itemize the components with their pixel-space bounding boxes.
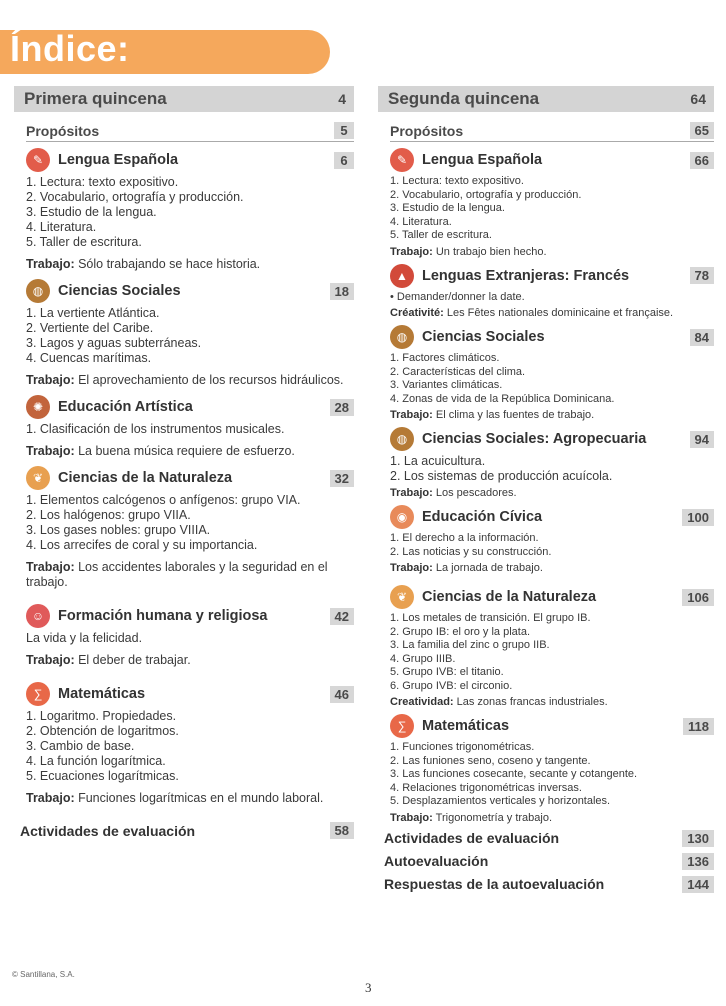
topic-list [390, 291, 714, 305]
section-header-primera [14, 86, 354, 112]
subject-formacion[interactable] [26, 604, 354, 628]
list-item: 2. Los sistemas de producción acuícola. [390, 469, 613, 483]
trabajo-label: Trabajo: [26, 444, 75, 458]
entry-label: Propósitos [390, 122, 464, 139]
trabajo-line [26, 653, 354, 668]
list-item: 1. La vertiente Atlántica. [26, 306, 160, 320]
trabajo-label: Creatividad: [390, 696, 454, 708]
list-item: 2. Grupo IB: el oro y la plata. [390, 625, 531, 638]
math-icon: ∑ [390, 714, 414, 738]
page-number: 136 [682, 853, 714, 870]
list-item: 4. Literatura. [26, 220, 97, 234]
book-icon: ✎ [390, 148, 414, 172]
list-item: 1. Los metales de transición. El grupo IB. [390, 612, 591, 624]
list-item: 6. Grupo IVB: el circonio. [390, 679, 513, 692]
person-icon: ☺ [26, 604, 50, 628]
topic-list [390, 741, 714, 809]
trabajo-label: Trabajo: [390, 562, 433, 574]
topic-list [390, 352, 714, 406]
trabajo-text: El clima y las fuentes de trabajo. [432, 409, 595, 421]
globe-icon: ◍ [390, 427, 414, 451]
subject-name: Lenguas Extranjeras: Francés [422, 267, 630, 284]
list-item: 2. Características del clima. [390, 365, 526, 378]
page-number: 28 [330, 399, 354, 416]
page-number: 106 [682, 589, 714, 606]
trabajo-line [390, 307, 714, 320]
subject-frances[interactable] [390, 264, 714, 288]
topic-list [390, 532, 714, 559]
toc-entry-autoevaluacion[interactable] [384, 853, 714, 870]
page-number: 144 [682, 876, 714, 893]
page-number: 84 [690, 329, 714, 346]
list-item: 5. Ecuaciones logarítmicas. [26, 769, 179, 783]
list-item: 1. Funciones trigonométricas. [390, 741, 535, 753]
trabajo-line [390, 246, 714, 259]
page-number: 94 [690, 431, 714, 448]
subject-name: Ciencias de la Naturaleza [422, 589, 597, 605]
globe-icon: ◍ [26, 279, 50, 303]
list-item: 1. Lectura: texto expositivo. [390, 175, 524, 187]
subject-civica[interactable] [390, 505, 714, 529]
topic-list [26, 493, 354, 553]
list-item: 2. Las funiones seno, coseno y tangente. [390, 754, 591, 767]
topic-list [26, 709, 354, 784]
entry-label: Propósitos [26, 122, 100, 139]
subject-naturaleza[interactable] [26, 466, 354, 490]
subject-matematicas[interactable] [26, 682, 354, 706]
entry-label: Actividades de evaluación [20, 822, 196, 839]
subject-name: Ciencias Sociales [58, 283, 181, 299]
page-number: 32 [330, 470, 354, 487]
list-item: 4. Grupo IIIB. [390, 652, 456, 665]
trabajo-line [26, 560, 354, 590]
page-title: Índice: [10, 28, 130, 69]
trabajo-text: Les Fêtes nationales dominicaine et française. [443, 307, 674, 319]
trabajo-line [390, 409, 714, 422]
toc-entry-actividades[interactable] [384, 830, 714, 847]
list-item: 5. Taller de escritura. [390, 229, 492, 241]
trabajo-line [390, 812, 714, 825]
page-number: 18 [330, 283, 354, 300]
trabajo-text: El deber de trabajar. [74, 653, 191, 667]
subject-name: Lengua Española [422, 152, 543, 168]
section-title: Primera quincena [24, 89, 167, 108]
page-number: 66 [690, 152, 714, 169]
list-item: 3. Estudio de la lengua. [390, 202, 505, 214]
book-icon: ✎ [26, 148, 50, 172]
page-number: 58 [330, 822, 354, 839]
list-item: 2. Vertiente del Caribe. [26, 321, 154, 335]
trabajo-label: Trabajo: [390, 811, 433, 824]
subject-name: Ciencias Sociales [422, 329, 545, 345]
subject-lengua[interactable] [26, 148, 354, 172]
trabajo-label: Trabajo: [390, 487, 433, 499]
trabajo-text: Los pescadores. [432, 487, 517, 499]
trabajo-text: Un trabajo bien hecho. [432, 245, 547, 258]
list-item: 1. Elementos calcógenos o anfígenos: grupo VIA. [26, 493, 301, 507]
subject-sociales[interactable] [26, 279, 354, 303]
trabajo-line [390, 562, 714, 575]
list-item: 5. Grupo IVB: el titanio. [390, 666, 504, 678]
list-item: • Demander/donner la date. [390, 290, 525, 303]
page-number: 130 [682, 830, 714, 847]
list-item: 2. Vocabulario, ortografía y producción. [390, 188, 582, 201]
speech-bubble-icon: ◉ [390, 505, 414, 529]
toc-entry-propositos[interactable] [390, 122, 714, 142]
list-item: 3. Estudio de la lengua. [26, 205, 157, 219]
trabajo-line [390, 487, 714, 500]
page-number: 5 [334, 122, 354, 139]
trabajo-label: Trabajo: [390, 245, 433, 258]
trabajo-label: Trabajo: [26, 560, 75, 574]
globe-icon: ◍ [390, 325, 414, 349]
toc-entry-respuestas[interactable] [384, 876, 714, 893]
subject-name: Matemáticas [58, 686, 146, 702]
subject-name: Ciencias Sociales: Agropecuaria [422, 431, 647, 447]
list-item: 4. Relaciones trigonométricas inversas. [390, 781, 582, 794]
leaf-icon: ❦ [390, 585, 414, 609]
topic-list [26, 306, 354, 366]
list-item: 1. El derecho a la información. [390, 532, 539, 544]
subject-name: Formación humana y religiosa [58, 608, 268, 624]
page-number: 42 [330, 608, 354, 625]
list-item: 3. Variantes climáticas. [390, 379, 503, 391]
entry-label: Autoevaluación [384, 853, 489, 869]
left-column [14, 86, 354, 839]
subject-naturaleza[interactable] [390, 585, 714, 609]
subject-name: Educación Cívica [422, 509, 543, 525]
subject-artistica[interactable] [26, 395, 354, 419]
list-item: 1. Clasificación de los instrumentos musicales. [26, 422, 285, 436]
trabajo-line [26, 257, 354, 272]
trabajo-text: Trigonometría y trabajo. [432, 811, 553, 824]
toc-entry-actividades[interactable] [20, 822, 354, 839]
trabajo-text: Las zonas francas industriales. [453, 696, 608, 708]
section-title: Segunda quincena [388, 89, 540, 108]
entry-label: Actividades de evaluación [384, 830, 560, 846]
topic-list [26, 175, 354, 250]
list-item: 2. Obtención de logaritmos. [26, 724, 179, 738]
copyright-notice: © Santillana, S.A. [12, 970, 75, 979]
list-item: 3. Las funciones cosecante, secante y cotangente. [390, 768, 638, 780]
subject-name: Ciencias de la Naturaleza [58, 470, 233, 486]
page-number: 65 [690, 122, 714, 139]
page-number: 100 [682, 509, 714, 526]
topic-list [26, 422, 354, 437]
trabajo-line [26, 444, 354, 459]
eiffel-tower-icon: ▲ [390, 264, 414, 288]
topic-list [390, 612, 714, 693]
right-column [378, 86, 714, 893]
subject-name: Matemáticas [422, 718, 510, 734]
topic-list [390, 454, 714, 484]
subject-agropecuaria[interactable] [390, 427, 714, 451]
subject-sociales[interactable] [390, 325, 714, 349]
list-item: 4. La función logarítmica. [26, 754, 166, 768]
entry-label: Respuestas de la autoevaluación [384, 876, 605, 892]
trabajo-label: Trabajo: [26, 373, 75, 387]
trabajo-text: Los accidentes laborales y la seguridad en el trabajo. [26, 560, 328, 589]
list-item: 3. Cambio de base. [26, 739, 135, 753]
page-number: 118 [683, 718, 714, 735]
list-item: 3. La familia del zinc o grupo IIB. [390, 639, 550, 651]
list-item: 4. Los arrecifes de coral y su importancia. [26, 538, 258, 552]
topic-text: La vida y la felicidad. [26, 631, 143, 645]
trabajo-text: La jornada de trabajo. [432, 562, 543, 574]
trabajo-label: Créativité: [390, 307, 444, 319]
subject-matematicas[interactable] [390, 714, 714, 738]
list-item: 3. Los gases nobles: grupo VIIIA. [26, 523, 211, 537]
trabajo-text: La buena música requiere de esfuerzo. [74, 444, 295, 458]
palette-icon: ✺ [26, 395, 50, 419]
list-item: 2. Los halógenos: grupo VIIA. [26, 508, 191, 522]
list-item: 1. La acuicultura. [390, 454, 486, 468]
list-item: 4. Cuencas marítimas. [26, 351, 152, 365]
list-item: 5. Desplazamientos verticales y horizontales. [390, 795, 611, 807]
topic-list [390, 175, 714, 243]
page-number: 6 [334, 152, 354, 169]
trabajo-text: Sólo trabajando se hace historia. [74, 257, 261, 271]
list-item: 1. Logaritmo. Propiedades. [26, 709, 177, 723]
trabajo-line [26, 791, 354, 806]
list-item: 4. Zonas de vida de la República Dominicana. [390, 392, 615, 405]
page-number: 4 [338, 91, 346, 107]
trabajo-text: Funciones logarítmicas en el mundo laboral. [74, 791, 324, 805]
page-number: 78 [690, 267, 714, 284]
leaf-icon: ❦ [26, 466, 50, 490]
page-number: 64 [690, 91, 706, 107]
math-icon: ∑ [26, 682, 50, 706]
list-item: 4. Literatura. [390, 215, 452, 228]
trabajo-line [26, 373, 354, 388]
trabajo-label: Trabajo: [26, 257, 75, 271]
trabajo-text: El aprovechamiento de los recursos hidráulicos. [74, 373, 344, 387]
list-item: 1. Factores climáticos. [390, 352, 500, 364]
trabajo-label: Trabajo: [26, 791, 75, 805]
list-item: 2. Las noticias y su construcción. [390, 545, 552, 558]
subject-name: Lengua Española [58, 152, 179, 168]
page-footer-number: 3 [365, 980, 372, 995]
trabajo-label: Trabajo: [390, 409, 433, 421]
list-item: 5. Taller de escritura. [26, 235, 142, 249]
list-item: 3. Lagos y aguas subterráneas. [26, 336, 202, 350]
list-item: 2. Vocabulario, ortografía y producción. [26, 190, 244, 204]
subject-lengua[interactable] [390, 148, 714, 172]
section-header-segunda [378, 86, 714, 112]
page-number: 46 [330, 686, 354, 703]
toc-entry-propositos[interactable] [26, 122, 354, 142]
subject-name: Educación Artística [58, 399, 193, 415]
list-item: 1. Lectura: texto expositivo. [26, 175, 179, 189]
trabajo-label: Trabajo: [26, 653, 75, 667]
trabajo-line [390, 696, 714, 709]
